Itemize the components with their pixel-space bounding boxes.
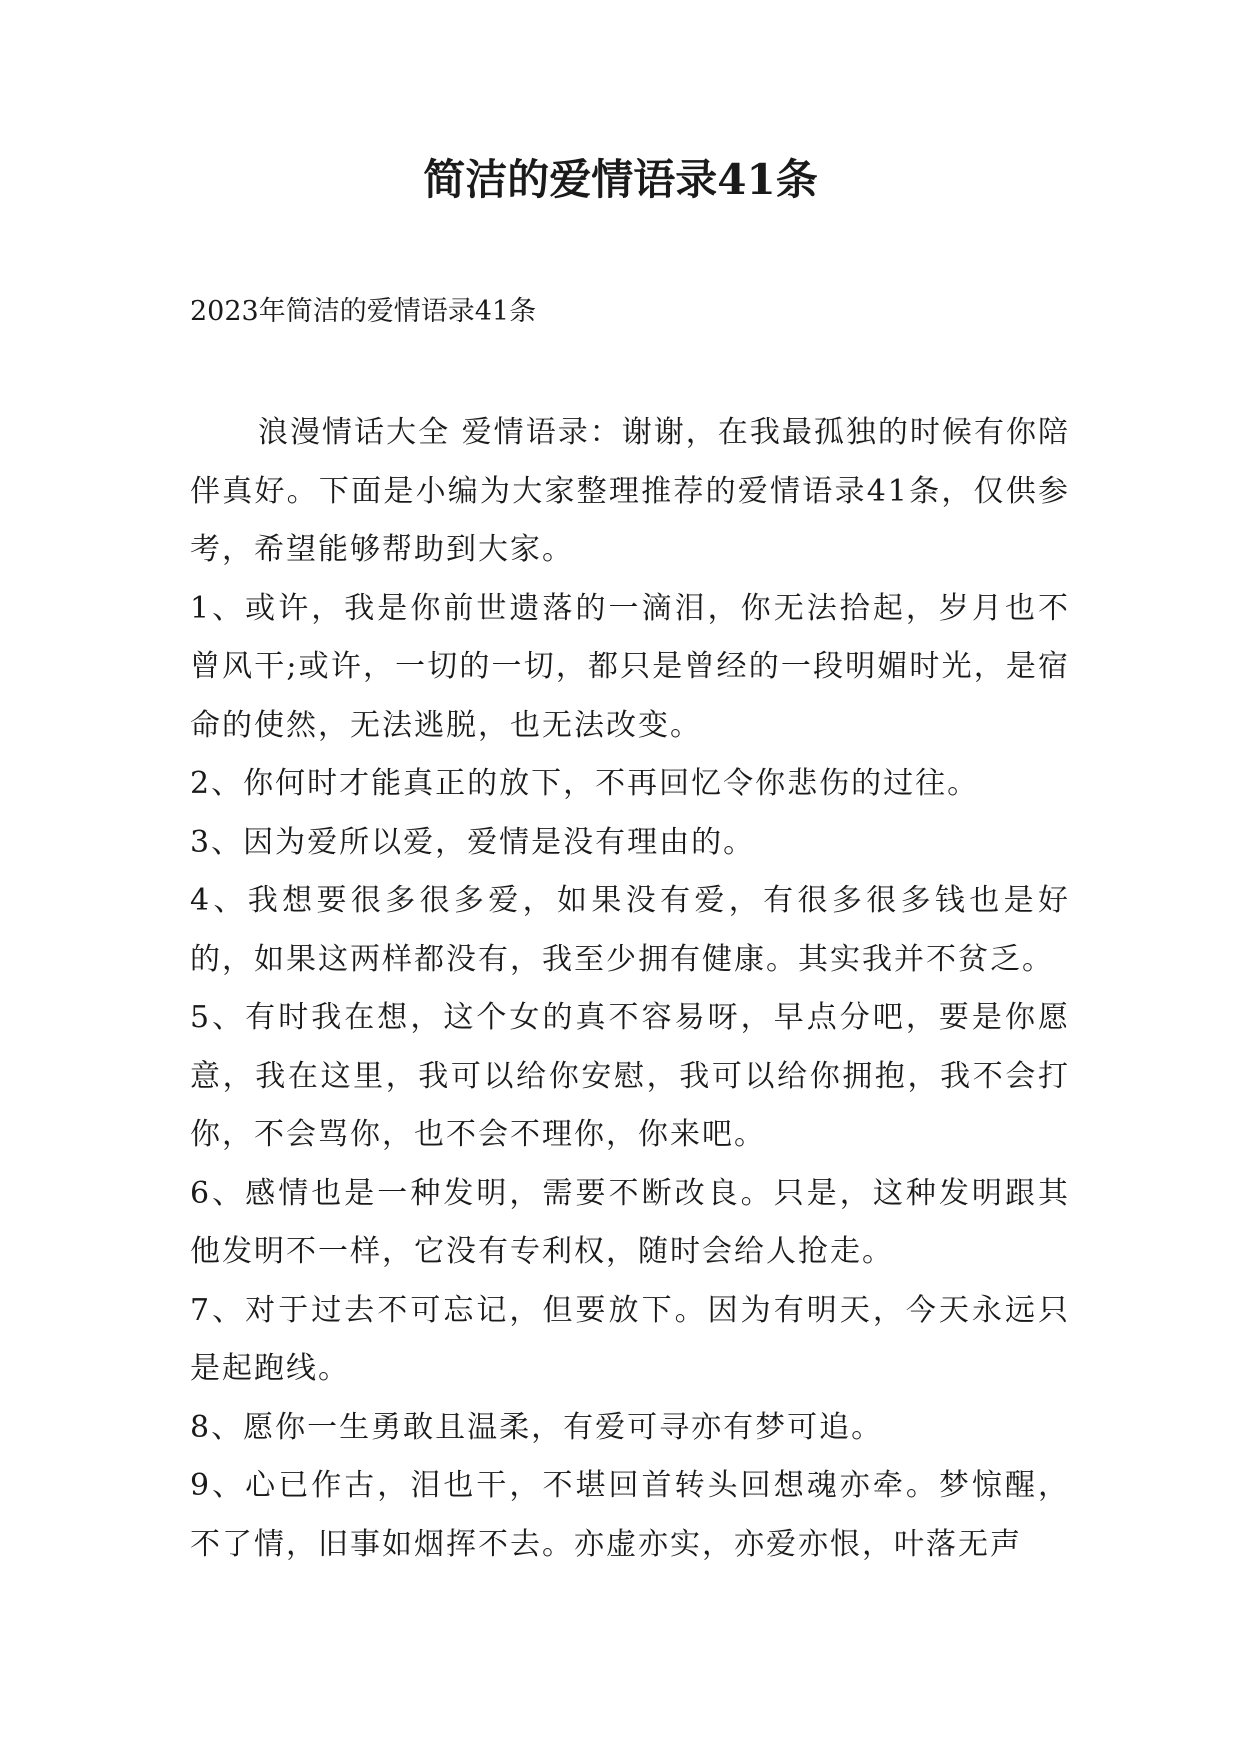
quote-item-4: 4、我想要很多很多爱，如果没有爱，有很多很多钱也是好的，如果这两样都没有，我至少拥有健康。其实我并不贫乏。 bbox=[190, 883, 1070, 977]
document-subtitle: 2023年简洁的爱情语录41条 bbox=[190, 296, 537, 327]
document-title: 简洁的爱情语录41条 bbox=[423, 155, 818, 204]
quote-item-8: 8、愿你一生勇敢且温柔，有爱可寻亦有梦可追。 bbox=[190, 1409, 884, 1445]
quote-item-7: 7、对于过去不可忘记，但要放下。因为有明天，今天永远只是起跑线。 bbox=[190, 1292, 1070, 1386]
document-body bbox=[190, 404, 1070, 1574]
quote-item-1: 1、或许，我是你前世遗落的一滴泪，你无法拾起，岁月也不曾风干;或许，一切的一切，都只是曾经的一段明媚时光，是宿命的使然，无法逃脱，也无法改变。 bbox=[190, 590, 1070, 743]
quote-item-6: 6、感情也是一种发明，需要不断改良。只是，这种发明跟其他发明不一样，它没有专利权，随时会给人抢走。 bbox=[190, 1175, 1070, 1269]
quote-item-3: 3、因为爱所以爱，爱情是没有理由的。 bbox=[190, 824, 756, 860]
intro-paragraph: 浪漫情话大全 爱情语录：谢谢，在我最孤独的时候有你陪伴真好。下面是小编为大家整理推荐的爱情语录41条，仅供参考，希望能够帮助到大家。 bbox=[190, 415, 1070, 567]
quote-item-2: 2、你何时才能真正的放下，不再回忆令你悲伤的过往。 bbox=[190, 766, 980, 801]
quote-item-5: 5、有时我在想，这个女的真不容易呀，早点分吧，要是你愿意，我在这里，我可以给你安慰，我可以给你拥抱，我不会打你，不会骂你，也不会不理你，你来吧。 bbox=[190, 1000, 1070, 1152]
quote-item-9: 9、心已作古，泪也干，不堪回首转头回想魂亦牵。梦惊醒，不了情，旧事如烟挥不去。亦虚亦实，亦爱亦恨，叶落无声 bbox=[190, 1468, 1070, 1562]
